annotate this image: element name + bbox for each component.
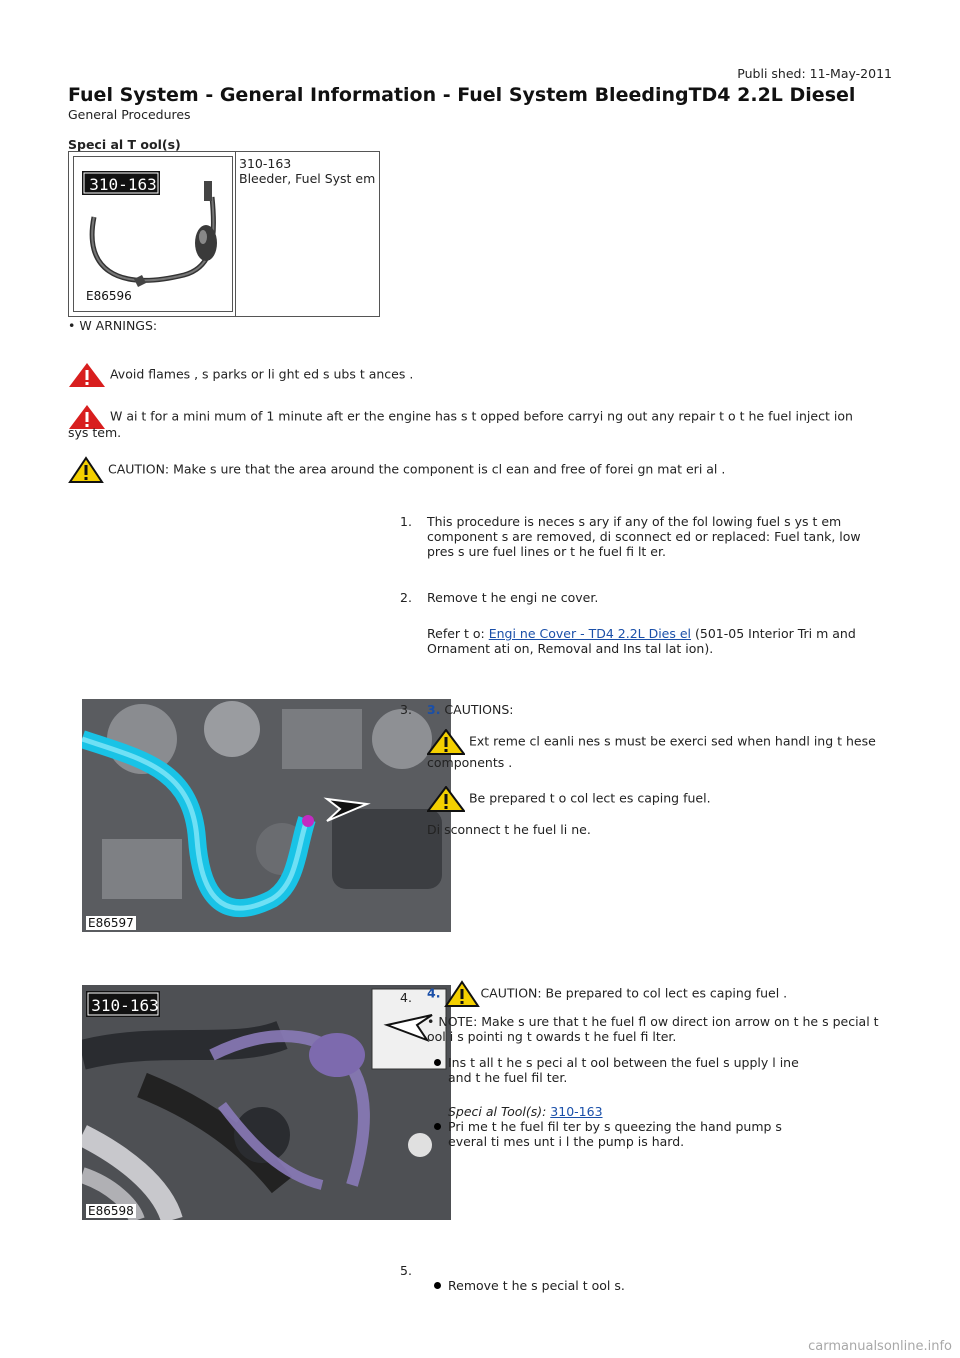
step-4-bullet-1: Ins t all t he s peci al t ool between the fuel s upply l ine and t he fuel fil ter. (427, 1055, 803, 1085)
tool-image-tag: 310-163 (89, 175, 157, 194)
bleeder-installed-illustration (82, 985, 451, 1220)
page-title: Fuel System - General Information - Fuel System BleedingTD4 2.2L Diesel (68, 84, 856, 106)
tool-310-163-link[interactable]: 310-163 (550, 1104, 603, 1119)
step-4-photo (82, 985, 451, 1220)
warning-2 (68, 404, 853, 430)
warning-2-continued: sys tem. (68, 425, 122, 440)
step-2-text: Remove t he engi ne cover. (427, 590, 599, 605)
tool-image (73, 156, 233, 312)
warning-triangle-icon (68, 362, 106, 388)
step-3-photo (82, 699, 451, 932)
step-3-bold-number: 3. (427, 702, 441, 717)
step-4-special-tools (427, 1104, 889, 1119)
step-3-caution-2-text: Be prepared t o col lect es caping fuel. (468, 790, 711, 806)
step-4-caution-text: CAUTION: Be prepared to col lect es caping fuel . (480, 985, 788, 1001)
step-4-caution (427, 980, 889, 1008)
engine-fuel-line-illustration (82, 699, 451, 932)
tool-description-cell (235, 152, 379, 316)
step-4-note: • NOTE: Make s ure that t he fuel fl ow direct ion arrow on t he s pecial t ool i s pointi ng t owards t he fuel fi lter. (427, 1014, 879, 1044)
step-4-number: 4. (400, 990, 412, 1005)
step-4-photo-caption: E86598 (88, 1204, 134, 1218)
refer-suffix: (501-05 Interior Tri m and Ornament ati on, Removal and Ins tal lat ion). (427, 626, 856, 656)
step-5-number: 5. (400, 1263, 412, 1278)
step-4-bold-number: 4. (427, 985, 441, 1001)
warning-1-text: Avoid flames , s parks or li ght ed s ubs t ances . (109, 366, 414, 382)
step-3-caution-1-text: Ext reme cl eanli nes s must be exerci sed when handl ing t hese components . (427, 733, 876, 770)
special-tools-table (68, 151, 380, 317)
step-3-number: 3. (400, 702, 412, 717)
tool-image-caption: E86596 (86, 289, 132, 303)
tool-number: 310-163 (239, 156, 292, 171)
caution-1 (68, 456, 725, 484)
special-tools-heading: Speci al T ool(s) (68, 137, 181, 152)
step-3-photo-caption: E86597 (88, 916, 134, 930)
tool-name: Bleeder, Fuel Syst em (239, 171, 376, 186)
refer-prefix: Refer t o: (427, 626, 489, 641)
step-5-bullet: Remove t he s pecial t ool s. (427, 1278, 848, 1293)
step-1-number: 1. (400, 514, 412, 529)
published-date: Publi shed: 11-May-2011 (737, 66, 892, 81)
warning-2-text: W ai t for a mini mum of 1 minute aft er the engine has s t opped before carryi ng out any repair t o t he fuel inject ion (109, 408, 853, 424)
watermark: carmanualsonline.info (808, 1339, 952, 1354)
caution-triangle-icon (427, 786, 465, 812)
engine-cover-link[interactable]: Engi ne Cover - TD4 2.2L Dies el (488, 626, 692, 641)
step-3-label: CAUTIONS: (440, 702, 514, 717)
warning-1 (68, 362, 413, 388)
caution-triangle-icon (68, 456, 104, 484)
step-3-caution-2 (427, 786, 877, 812)
step-2-refer (427, 626, 877, 656)
warnings-label: • W ARNINGS: (68, 318, 158, 333)
caution-triangle-icon (427, 729, 465, 755)
step-2-number: 2. (400, 590, 412, 605)
special-tools-label: Speci al Tool(s): (448, 1104, 551, 1119)
step-4-photo-tag: 310-163 (91, 996, 159, 1015)
page-subtitle: General Procedures (68, 107, 191, 122)
caution-triangle-icon (444, 980, 480, 1008)
step-3-text: Di sconnect t he fuel li ne. (427, 822, 591, 837)
step-4-bullet-2: Pri me t he fuel fil ter by s queezing the hand pump s everal ti mes unt i l the pump is hard. (427, 1119, 788, 1149)
step-3-caution-1 (427, 729, 877, 770)
caution-1-text: CAUTION: Make s ure that the area around the component is cl ean and free of forei gn mat eri al . (107, 461, 726, 477)
step-1-text: This procedure is neces s ary if any of the fol lowing fuel s ys t em component s are removed, di sconnect ed or replaced: Fuel tank, low pres s ure fuel lines or t he fuel fi lt er. (427, 514, 861, 559)
